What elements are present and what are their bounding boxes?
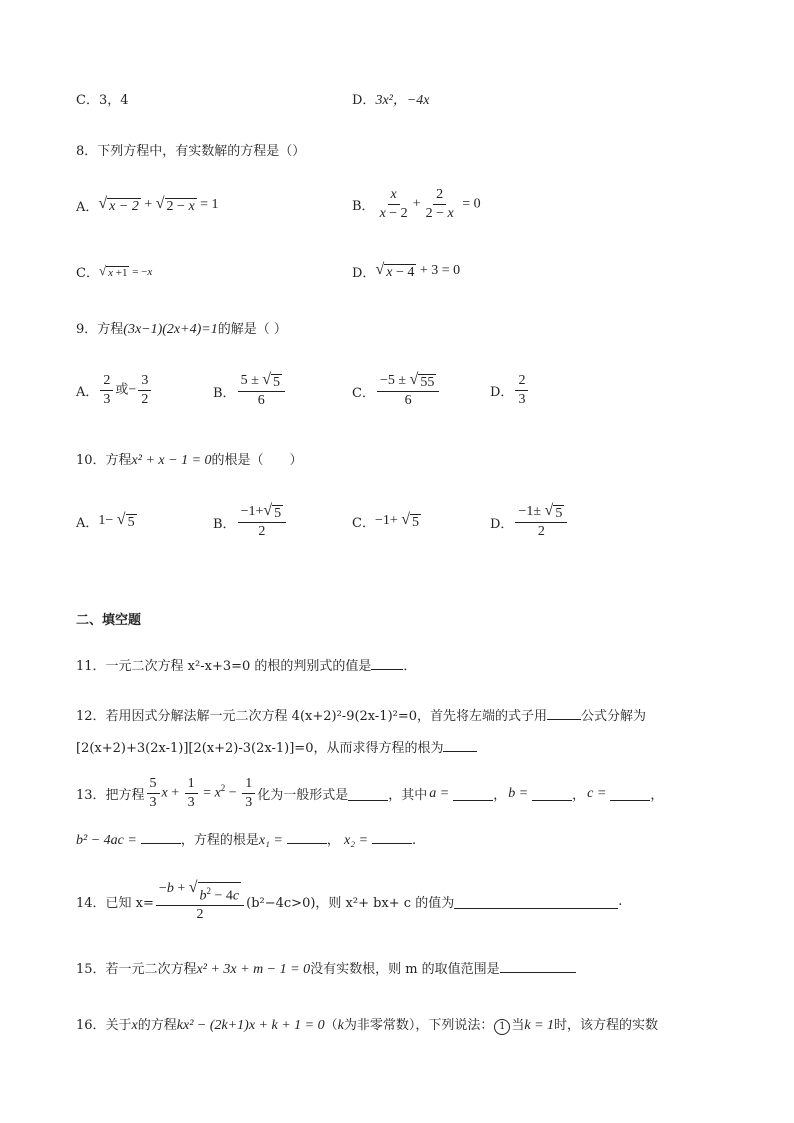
q13-pre: 13．把方程 (76, 788, 145, 803)
q13-a-blank[interactable] (453, 786, 493, 801)
q8-option-c-math: √ x +1 = −x (98, 262, 153, 279)
q8-option-b (352, 186, 481, 223)
q15-post: 没有实数根，则 m 的取值范围是 (310, 962, 500, 977)
q13-end: . (412, 833, 417, 848)
q13-disc-blank[interactable] (141, 829, 181, 844)
q9-option-a-label: A． (76, 385, 99, 400)
q13-b-label: b = (508, 785, 529, 801)
q7-option-c: C．3，4 (76, 93, 129, 108)
q10-option-b (213, 503, 288, 541)
q9-option-b (213, 372, 287, 410)
q14-cond: (b²−4c>0)，则 x²+ bx+ c 的值为 (246, 896, 455, 912)
q9-option-a (76, 372, 153, 409)
q10-stem-post: 的根是（ ） (211, 453, 303, 468)
q16-note-pre: （ (324, 1018, 338, 1033)
q14-answer-blank[interactable] (454, 894, 618, 909)
q13-equation: $\frac{5}{3}$ x + $\frac{1}{3}$ = $x^2$ − $\frac{1}{3}$ (145, 775, 258, 812)
q9-stem-post: 的解是（ ） (217, 322, 287, 337)
q8-stem: 8．下列方程中，有实数解的方程是（） (76, 144, 306, 159)
q13-roots-text: ，方程的根是 (180, 833, 259, 848)
q15 (76, 958, 576, 978)
q9-option-a-math: $\frac{2}{3}$ 或− $\frac{3}{2}$ (98, 372, 153, 409)
q11-text: 11．一元二次方程 x²-x+3=0 的根的判别式的值是 (76, 659, 372, 674)
q13-disc-label: b² − 4ac = (76, 833, 137, 848)
q13-general-form-blank[interactable] (348, 786, 388, 801)
q9-option-c-label: C． (352, 385, 375, 401)
q10-option-b-math: −1+ √ 5 2 (236, 503, 289, 541)
q10-option-c (352, 512, 421, 531)
q11 (76, 655, 416, 674)
q16 (76, 1014, 658, 1035)
q10-stem-pre: 10．方程 (76, 453, 132, 468)
q7-option-d-math: 3x²，−4x (375, 93, 430, 108)
q11-end: ． (403, 659, 417, 674)
q10-option-d-label: D． (490, 516, 514, 532)
q10-option-d (490, 503, 569, 541)
q7-option-d-label: D． (352, 93, 376, 108)
q7-option-d (352, 89, 430, 109)
q10-option-d-math: −1± √ 5 2 (513, 503, 569, 541)
q8-option-a-math: √ x − 2 + √ 2 − x = 1 (98, 195, 219, 214)
q16-math: kx² − (2k+1)x + k + 1 = 0 (176, 1018, 325, 1033)
q15-pre: 15．若一元二次方程 (76, 962, 197, 977)
q13-x1-blank[interactable] (287, 829, 327, 844)
q8-option-d-label: D． (352, 266, 376, 281)
q14-end: . (618, 894, 623, 910)
q12-line1 (76, 705, 646, 724)
q8-option-c (76, 262, 152, 281)
q10-option-b-label: B． (213, 516, 236, 532)
q8-option-a-label: A． (76, 200, 99, 215)
q13-a-label: a = (429, 785, 450, 801)
q9-option-d-math: $\frac{2}{3}$ (513, 372, 530, 409)
q9-stem-pre: 9．方程 (76, 322, 124, 337)
q9-option-b-label: B． (213, 385, 236, 401)
q8-option-d (352, 262, 460, 281)
q15-answer-blank[interactable] (500, 958, 576, 973)
q14 (76, 880, 622, 924)
q16-mid: 的方程 (137, 1018, 177, 1033)
q9-option-d (490, 372, 530, 409)
q16-pre: 16．关于 (76, 1018, 132, 1033)
q13-x1-label: x₁ = (258, 833, 283, 848)
q12-formula-blank[interactable] (547, 705, 581, 720)
q10-option-c-label: C． (352, 516, 375, 531)
q9-stem (76, 318, 287, 338)
q8-option-b-label: B． (352, 199, 375, 214)
q10-option-c-math: −1+ √ 5 (374, 511, 420, 530)
q9-option-b-math: 5 ± √ 5 6 (236, 372, 287, 410)
q15-math: x² + 3x + m − 1 = 0 (196, 962, 311, 977)
q8-option-c-label: C． (76, 266, 99, 281)
q10-stem (76, 449, 303, 469)
q8-option-a (76, 196, 219, 215)
q13-mid: 化为一般形式是 (257, 788, 349, 803)
q8-option-d-math: √ x − 4 + 3 = 0 (375, 261, 461, 280)
q9-option-c (352, 372, 441, 410)
q16-x: x (131, 1018, 138, 1033)
q12-line1-post: 公式分解为 (581, 709, 647, 724)
q16-circle-1: 1 (494, 1019, 510, 1035)
q16-when: 当 (511, 1018, 525, 1033)
q10-option-a (76, 512, 137, 531)
q9-option-d-label: D． (490, 385, 514, 400)
q13-where: ，其中 (388, 788, 428, 803)
q13-x2-label: x₂ = (344, 833, 369, 848)
q16-tail: 时，该方程的实数 (554, 1018, 659, 1033)
q13-x2-blank[interactable] (372, 829, 412, 844)
q16-keq: k = 1 (524, 1018, 555, 1033)
q13-b-blank[interactable] (532, 786, 572, 801)
q13-line1: 13．把方程 $\frac{5}{3}$ x + $\frac{1}{3}$ = $x^2$ − $\frac{1}{3}$ 化为一般形式是 ，其中 a = ， b = ， c = ， (76, 776, 664, 810)
q9-stem-math: (3x−1)(2x+4)=1 (123, 322, 218, 337)
q11-answer-blank[interactable] (371, 655, 403, 670)
q13-c-label: c = (587, 785, 607, 801)
q8-option-b-math: $\frac{x}{x - 2}$ + $\frac{2}{2 - x}$ = 0 (379, 187, 481, 221)
q13-c-blank[interactable] (610, 786, 650, 801)
q10-option-a-label: A． (76, 516, 99, 531)
q10-stem-math: x² + x − 1 = 0 (131, 453, 212, 468)
q12-roots-blank[interactable] (443, 737, 477, 752)
q13-line2: b² − 4ac = ，方程的根是x₁ = ， x₂ = . (76, 829, 416, 849)
q9-option-c-math: −5 ± √ 55 6 (375, 372, 441, 410)
q12-line1-pre: 12．若用因式分解法解一元二次方程 4(x+2)²-9(2x-1)²=0，首先将左端的式子用 (76, 709, 548, 724)
q12-line2 (76, 737, 477, 756)
q14-pre: 14．已知 x= (76, 896, 154, 912)
q16-k: k (337, 1018, 344, 1033)
q12-line2-text: [2(x+2)+3(2x-1)][2(x+2)-3(2x-1)]=0，从而求得方程的根为 (76, 741, 444, 756)
q16-note-post: 为非零常数），下列说法： (343, 1018, 494, 1033)
q14-formula: −b + √ $b^2 - 4c$ 2 (154, 880, 246, 924)
section-heading: 二、填空题 (76, 613, 142, 628)
q10-option-a-math: 1− √ 5 (98, 511, 135, 530)
